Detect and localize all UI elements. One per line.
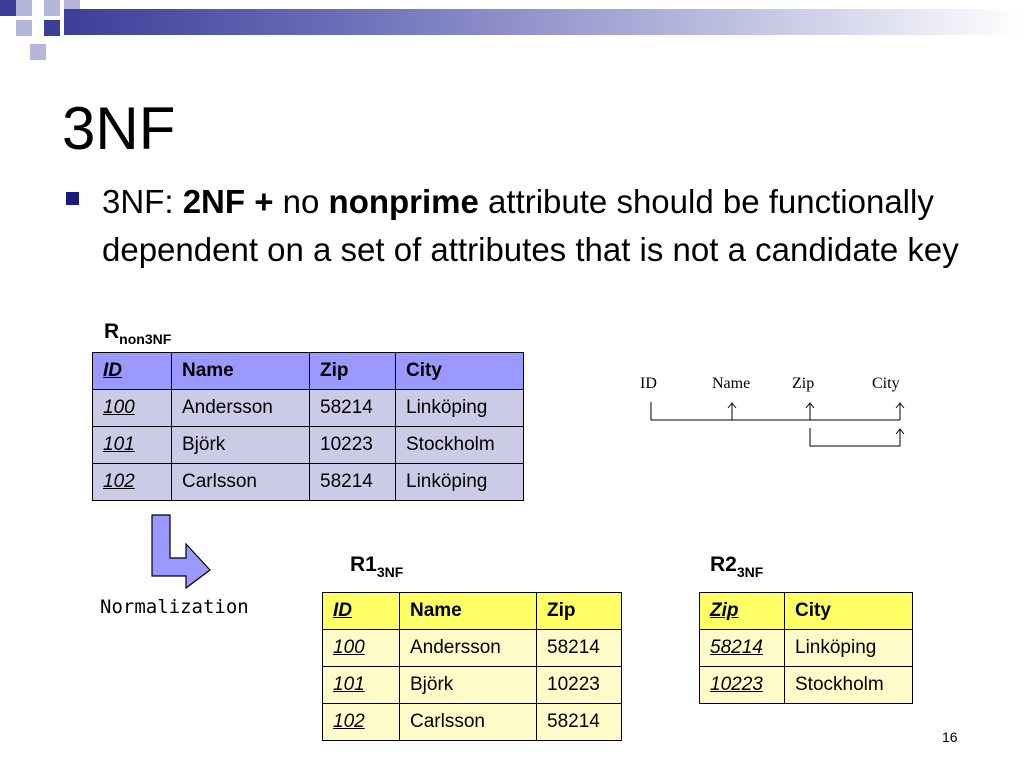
table-cell: 10223 — [537, 667, 622, 704]
table-cell: Björk — [400, 667, 537, 704]
normalization-label: Normalization — [100, 596, 249, 618]
slide-title: 3NF — [62, 95, 176, 162]
table-cell: Linköping — [396, 464, 524, 501]
decor-square — [30, 44, 46, 60]
r1-label-sub: 3NF — [376, 564, 404, 580]
r1-table — [322, 592, 622, 741]
table-header-row — [323, 593, 622, 630]
decor-square — [0, 0, 16, 16]
table-cell: 58214 — [700, 630, 785, 667]
r2-table — [699, 592, 913, 704]
bullet-rest: attribute should be functionally dependent on a set of attributes that is not a candidate key — [102, 183, 959, 268]
table-cell: 10223 — [310, 427, 396, 464]
r2-label-sub: 3NF — [736, 564, 764, 580]
table-cell: Carlsson — [400, 704, 537, 741]
table-cell: 58214 — [310, 390, 396, 427]
bullet-text — [102, 178, 982, 274]
page-number: 16 — [942, 729, 958, 745]
fd-arrow-to-zip — [806, 403, 814, 420]
table-cell: Björk — [172, 427, 310, 464]
bullet-mid: no — [273, 183, 329, 220]
r2-label — [710, 553, 763, 578]
table-cell: Stockholm — [785, 667, 913, 704]
non3nf-label-sub: non3NF — [119, 331, 172, 347]
table-cell: 101 — [93, 427, 172, 464]
title-bar-gradient — [64, 9, 1024, 35]
table-row — [323, 630, 622, 667]
table-cell: 102 — [323, 704, 400, 741]
table-cell: Andersson — [172, 390, 310, 427]
table-cell: Linköping — [396, 390, 524, 427]
fd-attr-city: City — [872, 375, 900, 392]
table-cell: Stockholm — [396, 427, 524, 464]
fd-attr-name: Name — [712, 375, 751, 392]
table-header-cell: ID — [93, 353, 172, 390]
fd-attr-zip: Zip — [792, 375, 815, 392]
table-header-cell: Name — [172, 353, 310, 390]
table-row — [93, 427, 524, 464]
table-cell: 10223 — [700, 667, 785, 704]
fd-line-from-id — [651, 402, 900, 420]
table-cell: Carlsson — [172, 464, 310, 501]
decor-square — [64, 0, 80, 9]
table-cell: 58214 — [537, 630, 622, 667]
table-cell: 58214 — [310, 464, 396, 501]
fd-diagram — [630, 366, 920, 456]
table-header-row — [700, 593, 913, 630]
table-cell: 100 — [93, 390, 172, 427]
bullet-bold-2nf: 2NF + — [182, 183, 274, 220]
decor-square — [44, 0, 60, 16]
fd-arrow-to-name — [728, 403, 736, 420]
r1-label — [350, 553, 403, 578]
table-header-cell: Zip — [310, 353, 396, 390]
bullet-square — [66, 192, 79, 205]
bullet-bold-nonprime: nonprime — [328, 183, 479, 220]
table-row — [700, 630, 913, 667]
table-cell: Linköping — [785, 630, 913, 667]
table-header-cell: ID — [323, 593, 400, 630]
decor-square — [44, 20, 60, 36]
fd-attr-id: ID — [640, 375, 657, 392]
table-header-cell: Name — [400, 593, 537, 630]
bullet-prefix: 3NF: — [102, 183, 183, 220]
table-cell: 101 — [323, 667, 400, 704]
normalization-arrow-icon — [148, 512, 218, 592]
r1-label-main: R1 — [350, 553, 377, 576]
table-row — [93, 464, 524, 501]
table-row — [323, 667, 622, 704]
table-cell: 102 — [93, 464, 172, 501]
non3nf-table — [92, 352, 524, 501]
table-row — [93, 390, 524, 427]
fd-arrow-zip-to-city — [810, 428, 904, 446]
table-header-cell: City — [785, 593, 913, 630]
table-cell: Andersson — [400, 630, 537, 667]
table-row — [323, 704, 622, 741]
table-cell: 58214 — [537, 704, 622, 741]
non3nf-label-main: R — [104, 320, 120, 343]
r2-label-main: R2 — [710, 553, 737, 576]
table-row — [700, 667, 913, 704]
table-header-cell: Zip — [537, 593, 622, 630]
table-header-cell: City — [396, 353, 524, 390]
non3nf-label — [104, 320, 171, 345]
decor-square — [16, 0, 32, 16]
decor-square — [16, 20, 32, 36]
table-header-row — [93, 353, 524, 390]
table-header-cell: Zip — [700, 593, 785, 630]
table-cell: 100 — [323, 630, 400, 667]
fd-arrow-to-city — [896, 403, 904, 420]
